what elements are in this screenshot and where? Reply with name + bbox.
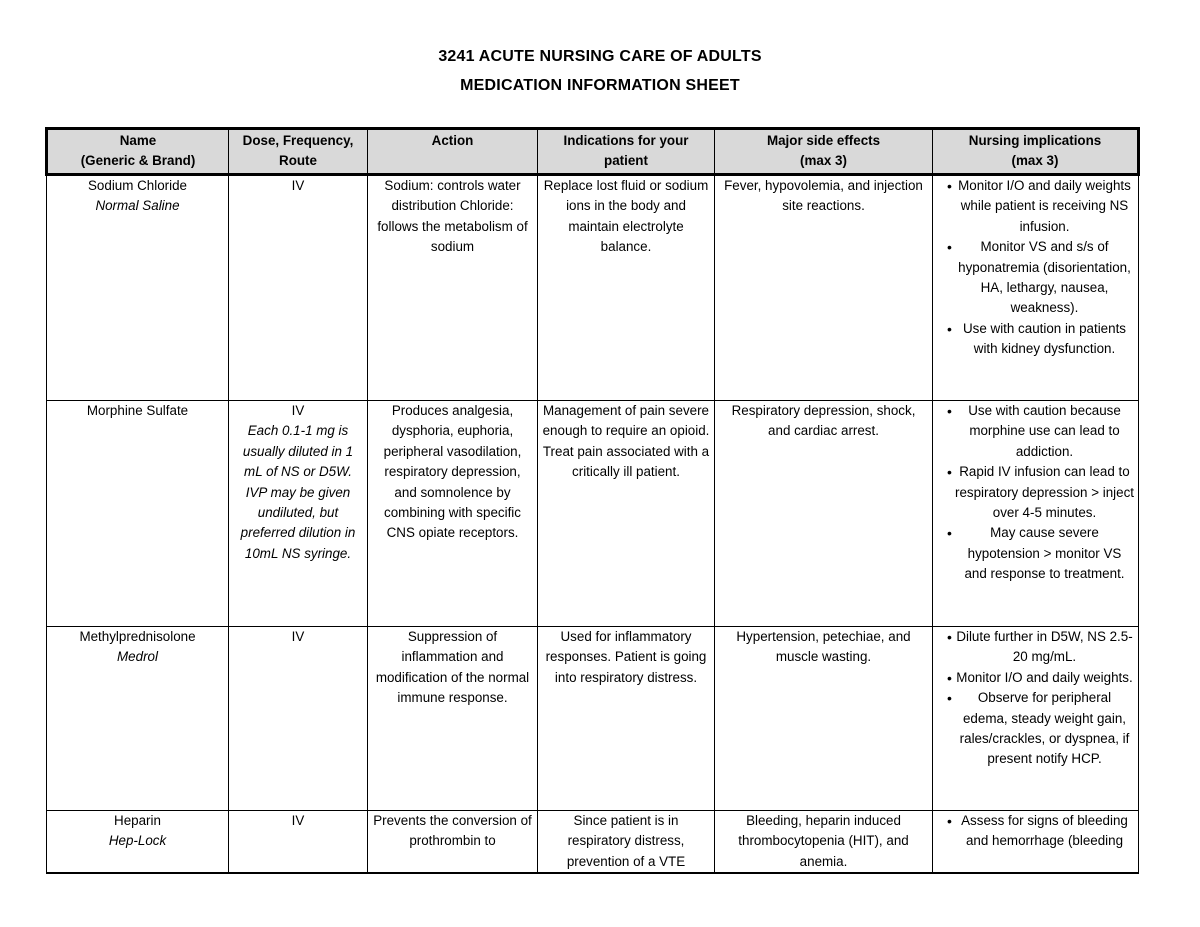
cell-dose: IV: [229, 627, 368, 811]
cell-side-effects: Fever, hypovolemia, and injection site reactions.: [715, 175, 933, 401]
cell-nursing-implications: [933, 175, 1139, 401]
table-row: [47, 627, 1139, 811]
table-row: [47, 811, 1139, 874]
medication-table: [45, 127, 1140, 874]
list-item: • Monitor I/O and daily weights while patient is receiving NS infusion.: [937, 176, 1134, 237]
cell-side-effects: Hypertension, petechiae, and muscle wasting.: [715, 627, 933, 811]
header-indications: Indications for your patient: [538, 129, 715, 175]
table-header-row: [47, 129, 1139, 175]
cell-dose: IV: [229, 811, 368, 874]
document-subtitle: MEDICATION INFORMATION SHEET: [460, 77, 740, 94]
cell-dose: IV Each 0.1-1 mg is usually diluted in 1 mL of NS or D5W. IVP may be given undiluted, but preferred dilution in 10mL NS syringe.: [229, 401, 368, 627]
cell-nursing-implications: [933, 401, 1139, 627]
document-title: 3241 ACUTE NURSING CARE OF ADULTS: [438, 48, 762, 65]
cell-name: Morphine Sulfate: [47, 401, 229, 627]
list-item: • Monitor I/O and daily weights.: [937, 668, 1134, 688]
cell-action: Produces analgesia, dysphoria, euphoria, peripheral vasodilation, respiratory depression, and somnolence by combining with specific CNS opiate receptors.: [368, 401, 538, 627]
table-row: [47, 401, 1139, 627]
header-name: Name (Generic & Brand): [47, 129, 229, 175]
cell-name: Sodium Chloride Normal Saline: [47, 175, 229, 401]
cell-indications: Management of pain severe enough to require an opioid. Treat pain associated with a critically ill patient.: [538, 401, 715, 627]
table-row: [47, 175, 1139, 401]
list-item: • Use with caution because morphine use can lead to addiction.: [937, 401, 1134, 462]
cell-dose: IV: [229, 175, 368, 401]
cell-nursing-implications: [933, 811, 1139, 874]
cell-side-effects: Bleeding, heparin induced thrombocytopenia (HIT), and anemia.: [715, 811, 933, 874]
list-item: • Dilute further in D5W, NS 2.5-20 mg/mL.: [937, 627, 1134, 668]
cell-action: Prevents the conversion of prothrombin to: [368, 811, 538, 874]
cell-name: Methylprednisolone Medrol: [47, 627, 229, 811]
list-item: • Observe for peripheral edema, steady weight gain, rales/crackles, or dyspnea, if present notify HCP.: [937, 688, 1134, 770]
cell-indications: Since patient is in respiratory distress, prevention of a VTE: [538, 811, 715, 874]
list-item: • May cause severe hypotension > monitor VS and response to treatment.: [937, 523, 1134, 584]
list-item: • Rapid IV infusion can lead to respiratory depression > inject over 4-5 minutes.: [937, 462, 1134, 523]
cell-side-effects: Respiratory depression, shock, and cardiac arrest.: [715, 401, 933, 627]
cell-action: Sodium: controls water distribution Chloride: follows the metabolism of sodium: [368, 175, 538, 401]
header-nursing-implications: Nursing implications (max 3): [933, 129, 1139, 175]
cell-indications: Used for inflammatory responses. Patient is going into respiratory distress.: [538, 627, 715, 811]
cell-nursing-implications: [933, 627, 1139, 811]
list-item: • Monitor VS and s/s of hyponatremia (disorientation, HA, lethargy, nausea, weakness).: [937, 237, 1134, 319]
header-side-effects: Major side effects (max 3): [715, 129, 933, 175]
header-dose: Dose, Frequency, Route: [229, 129, 368, 175]
header-action: Action: [368, 129, 538, 175]
list-item: • Use with caution in patients with kidney dysfunction.: [937, 319, 1134, 360]
list-item: • Assess for signs of bleeding and hemorrhage (bleeding: [937, 811, 1134, 852]
cell-action: Suppression of inflammation and modification of the normal immune response.: [368, 627, 538, 811]
cell-indications: Replace lost fluid or sodium ions in the body and maintain electrolyte balance.: [538, 175, 715, 401]
cell-name: Heparin Hep-Lock: [47, 811, 229, 874]
